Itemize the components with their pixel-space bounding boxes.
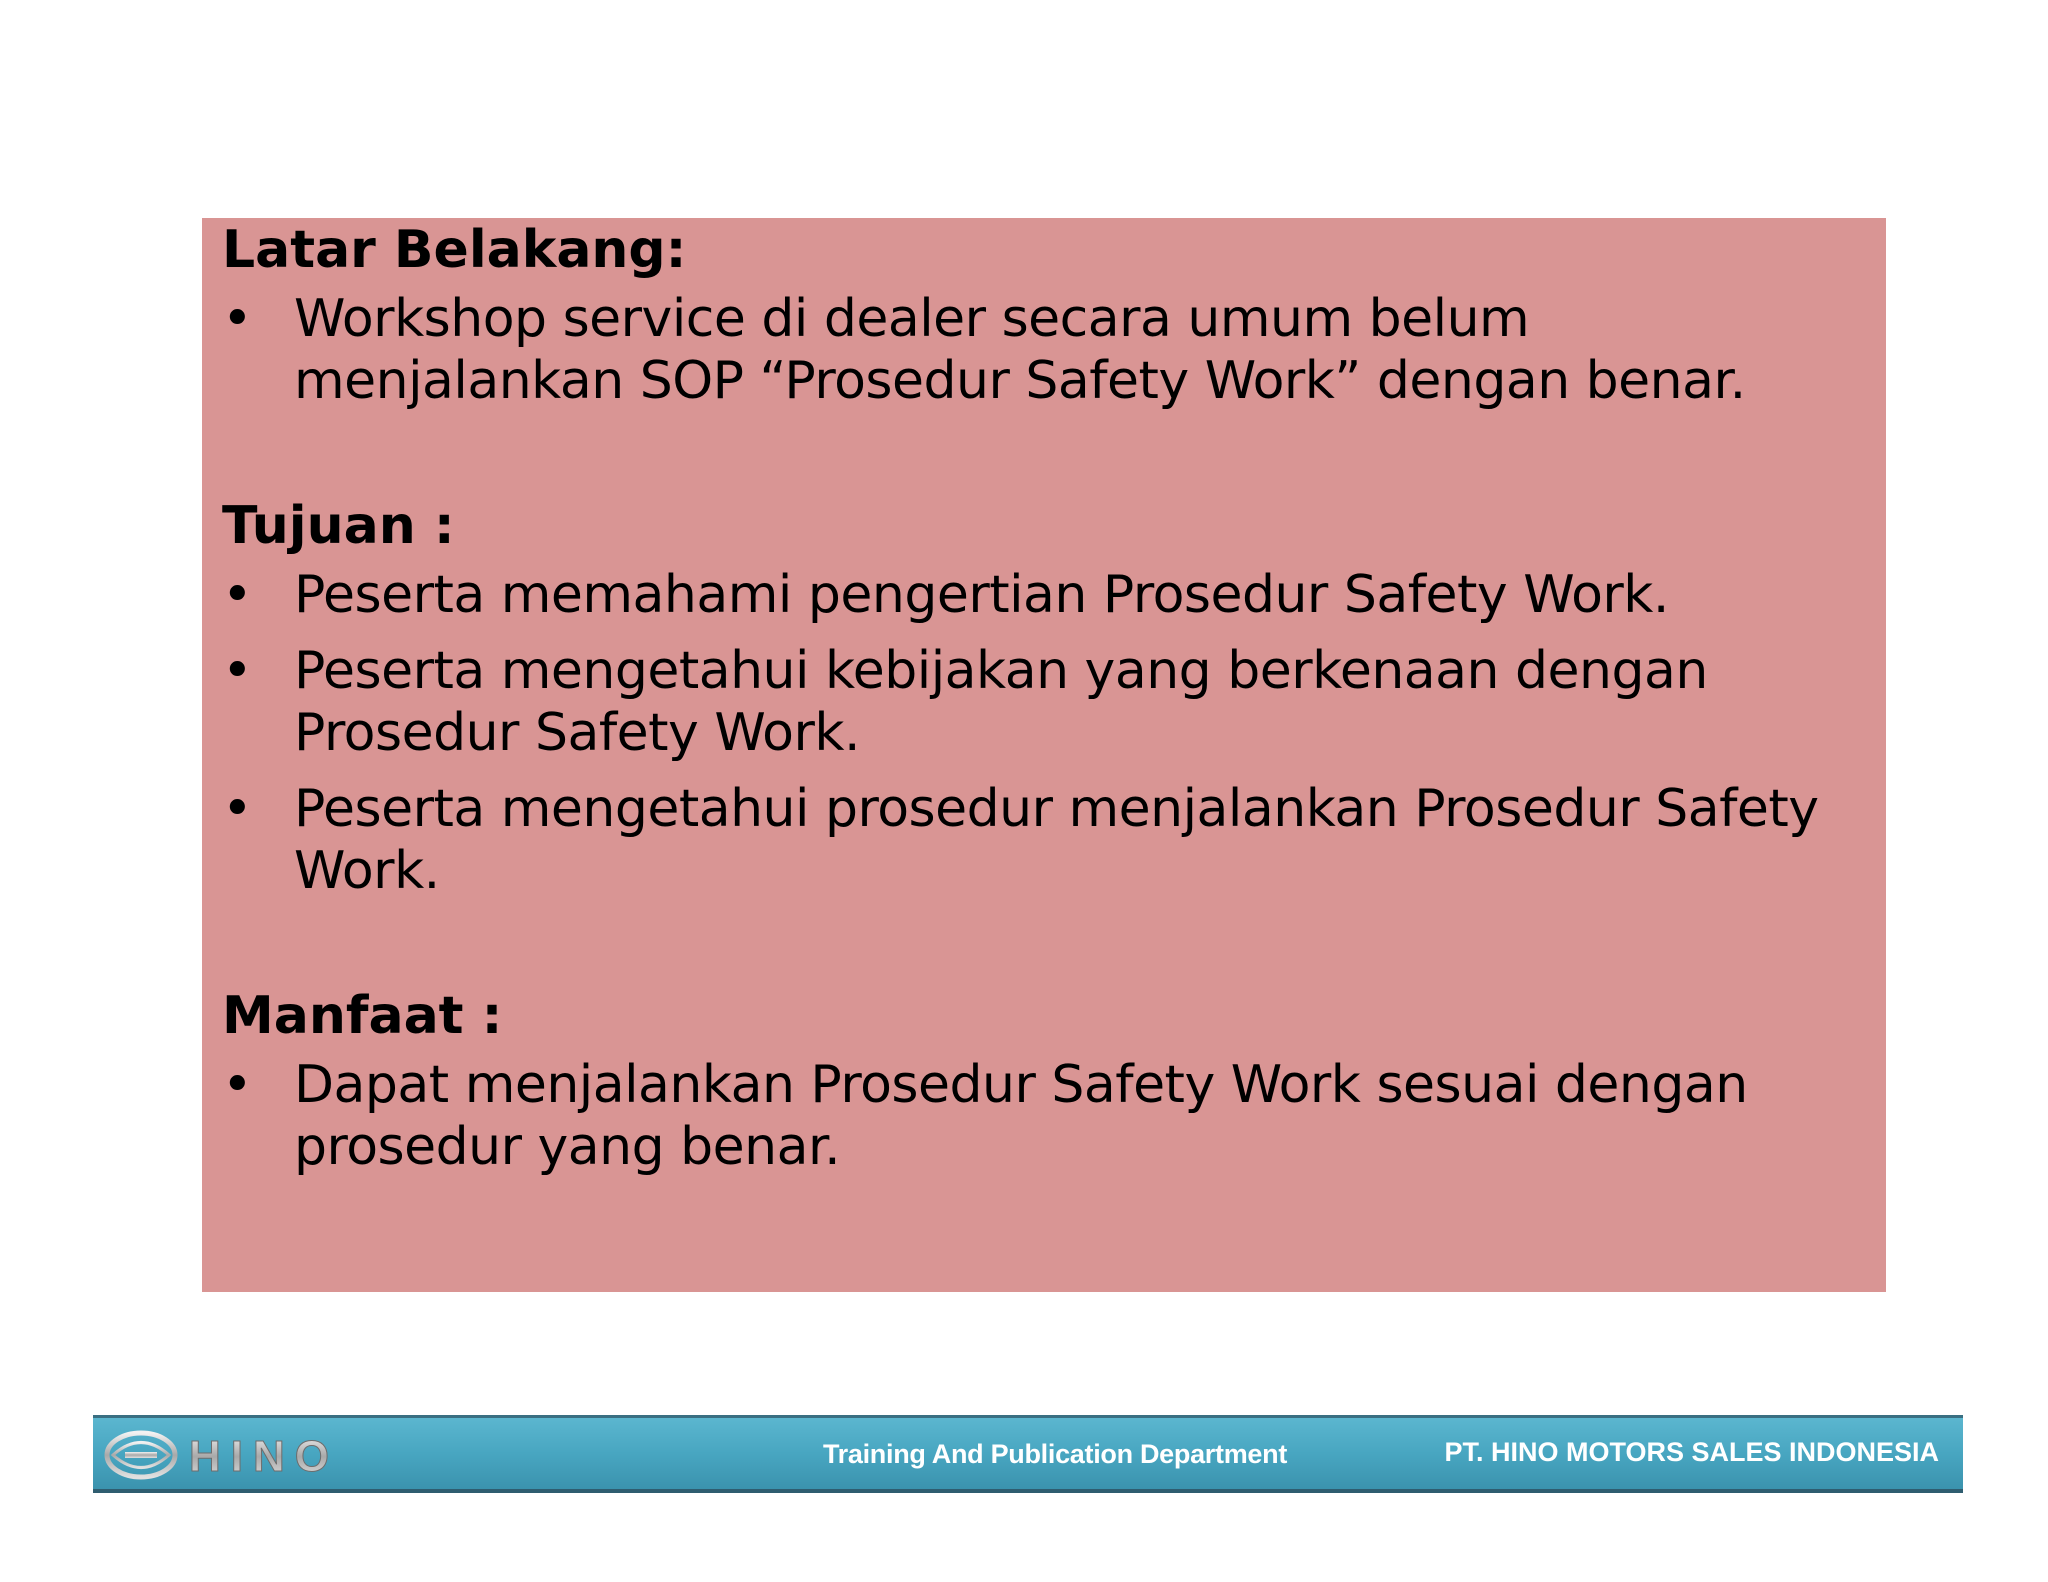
- list-item: [222, 1054, 1866, 1178]
- content-box: [202, 218, 1886, 1292]
- bullet-text: Peserta mengetahui kebijakan yang berkenaan dengan Prosedur Safety Work.: [294, 641, 1708, 763]
- footer-bar: [93, 1415, 1963, 1493]
- list-item: [222, 564, 1866, 626]
- list-item: [222, 640, 1866, 764]
- list-latar-belakang: [222, 288, 1866, 412]
- list-item: [222, 778, 1866, 902]
- hino-logo: [103, 1426, 413, 1484]
- spacer: [222, 412, 1866, 494]
- heading-tujuan: Tujuan :: [222, 496, 455, 556]
- footer-department: Training And Publication Department: [822, 1439, 1288, 1469]
- hino-logo-text: HINO: [189, 1432, 339, 1481]
- bullet-icon: •: [222, 1055, 253, 1115]
- footer-company: PT. HINO MOTORS SALES INDONESIA: [1444, 1437, 1939, 1467]
- list-manfaat: [222, 1054, 1866, 1178]
- heading-manfaat: Manfaat :: [222, 986, 503, 1046]
- bullet-text: Peserta memahami pengertian Prosedur Safety Work.: [294, 565, 1669, 625]
- bullet-icon: •: [222, 289, 253, 349]
- list-item: [222, 288, 1866, 412]
- heading-latar-belakang: Latar Belakang:: [222, 220, 687, 280]
- bullet-icon: •: [222, 565, 253, 625]
- bullet-text: Dapat menjalankan Prosedur Safety Work sesuai dengan prosedur yang benar.: [294, 1055, 1748, 1177]
- bullet-icon: •: [222, 641, 253, 701]
- bullet-text: Peserta mengetahui prosedur menjalankan Prosedur Safety Work.: [294, 779, 1819, 901]
- list-tujuan: [222, 564, 1866, 902]
- bullet-text: Workshop service di dealer secara umum belum menjalankan SOP “Prosedur Safety Work” dengan benar.: [294, 289, 1746, 411]
- bullet-icon: •: [222, 779, 253, 839]
- spacer: [222, 902, 1866, 984]
